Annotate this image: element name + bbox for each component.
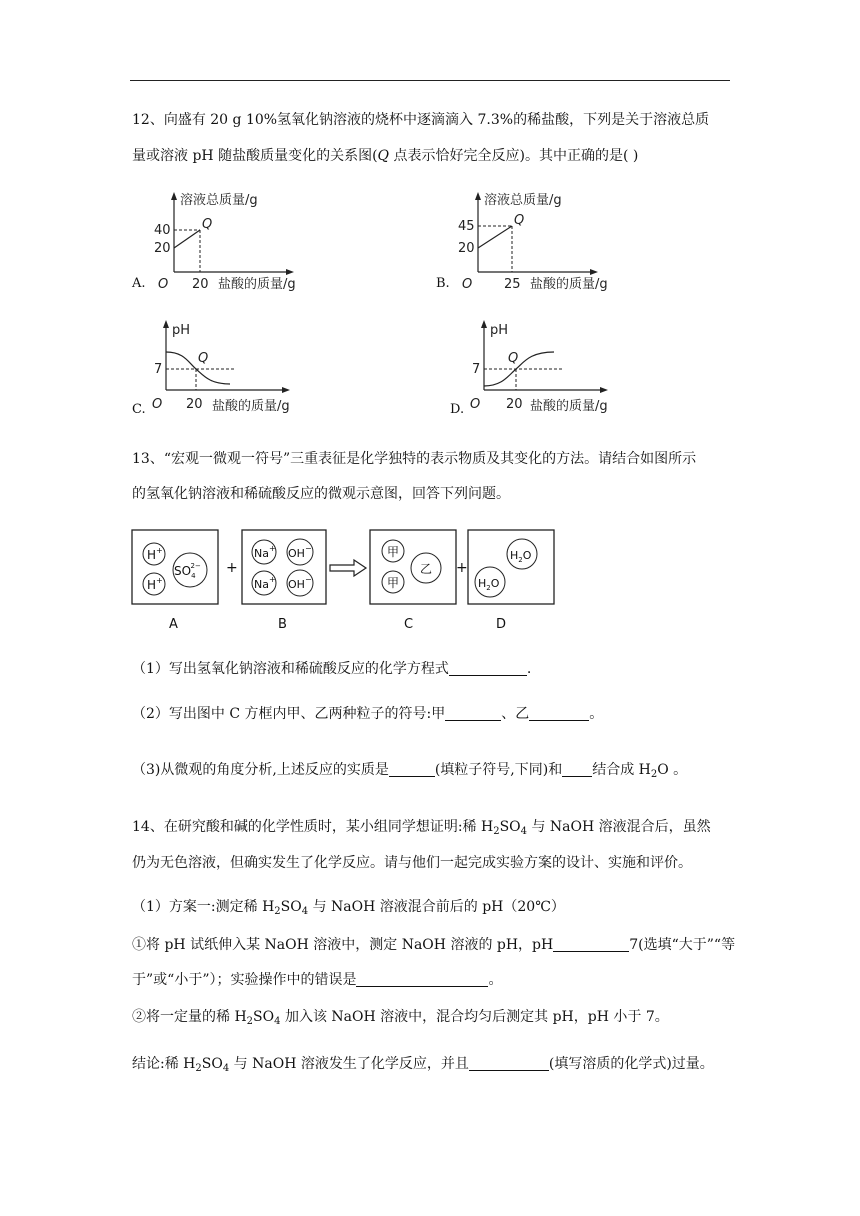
answer-blank-operation-error[interactable] <box>356 972 488 987</box>
graph-a-line <box>174 230 200 248</box>
graph-c-point-q: Q <box>198 351 209 366</box>
particle-oh-ion-1-label: OH− <box>288 544 312 560</box>
box-b-label: B <box>278 617 287 632</box>
answer-blank-equation[interactable] <box>449 661 527 676</box>
graph-b-point-q: Q <box>514 213 525 228</box>
graph-d-origin: O <box>470 397 481 412</box>
graph-a-point-q: Q <box>202 217 213 232</box>
box-a-label: A <box>169 617 178 632</box>
graph-a-y-arrow <box>171 192 177 200</box>
box-d <box>468 530 554 604</box>
q14-stem-line2: 仍为无色溶液，但确实发生了化学反应。请与他们一起完成实验方案的设计、实施和评价。 <box>132 855 692 871</box>
particle-h-ion-2-label: H+ <box>147 576 163 592</box>
q13-stem-line2: 的氢氧化钠溶液和稀硫酸反应的微观示意图，回答下列问题。 <box>132 486 510 502</box>
particle-jia-1-label: 甲 <box>387 545 400 559</box>
answer-blank-particle-2[interactable] <box>562 762 592 777</box>
graph-c-ytick: 7 <box>154 362 163 377</box>
graph-b <box>454 190 624 295</box>
graph-b-ytick-bottom: 20 <box>458 241 475 256</box>
q14-step1-cont: 于”或“小于”）；实验操作中的错误是 。 <box>132 972 503 988</box>
graph-b-origin: O <box>462 277 473 292</box>
box-d-label: D <box>496 617 507 632</box>
plus-sign-1: + <box>226 560 238 576</box>
graph-c-origin: O <box>152 397 163 412</box>
answer-blank-jia[interactable] <box>445 706 501 721</box>
option-a-label: A. <box>132 276 146 291</box>
graph-b-xlabel: 盐酸的质量/g <box>530 277 608 292</box>
particle-sulfate-label: $SO_42-$ <box>174 562 201 580</box>
graph-a-ytick-bottom: 20 <box>154 241 171 256</box>
graph-d-xlabel: 盐酸的质量/g <box>530 399 608 414</box>
graph-a <box>150 190 320 295</box>
box-c-label: C <box>404 617 414 632</box>
graph-d-ylabel: pH <box>490 323 509 338</box>
q12-stem-line2: 量或溶液 pH 随盐酸质量变化的关系图(Q 点表示恰好完全反应)。其中正确的是( ) <box>132 148 639 164</box>
q13-part1: （1）写出氢氧化钠溶液和稀硫酸反应的化学方程式 . <box>132 661 532 677</box>
graph-a-ytick-top: 40 <box>154 223 171 238</box>
graph-a-origin: O <box>158 277 169 292</box>
q13-part3: （3)从微观的角度分析,上述反应的实质是 (填粒子符号,下同)和 结合成 $H_2O$ 。 <box>132 762 688 780</box>
graph-d-ytick: 7 <box>472 362 481 377</box>
graph-d-x-arrow <box>600 387 608 393</box>
box-b <box>242 530 326 604</box>
reaction-diagram <box>130 526 570 634</box>
particle-yi-label: 乙 <box>420 562 433 576</box>
particle-na-ion-1-label: Na+ <box>254 544 276 560</box>
graph-a-ylabel: 溶液总质量/g <box>180 193 258 208</box>
particle-water-1-label: $H_2O$ <box>510 549 532 564</box>
graph-b-line <box>478 226 512 248</box>
graph-a-xtick: 20 <box>192 277 209 292</box>
graph-d-point-q: Q <box>508 351 519 366</box>
option-d-label: D. <box>450 402 465 417</box>
graph-a-x-arrow <box>286 269 294 275</box>
graph-d-xtick: 20 <box>506 397 523 412</box>
graph-c-xlabel: 盐酸的质量/g <box>212 399 290 414</box>
graph-b-x-arrow <box>590 269 598 275</box>
q12-stem-line1: 12、向盛有 20 g 10%氢氧化钠溶液的烧杯中逐滴滴入 7.3%的稀盐酸，下列是关于溶液总质 <box>132 112 710 128</box>
particle-water-2-label: $H_2O$ <box>478 577 500 592</box>
q14-stem-line1: 14、在研究酸和碱的化学性质时，某小组同学想证明:稀 $H_2SO_4$ 与 NaOH 溶液混合后，虽然 <box>132 819 711 837</box>
q14-step2: ②将一定量的稀 $H_2SO_4$ 加入该 NaOH 溶液中，混合均匀后测定其 pH，pH 小于 7。 <box>132 1009 669 1027</box>
answer-blank-excess-solute[interactable] <box>469 1056 549 1071</box>
particle-h-ion-1-label: H+ <box>147 546 163 562</box>
option-b-label: B. <box>436 276 450 291</box>
plus-sign-2: + <box>456 560 468 576</box>
graph-d-y-arrow <box>481 320 487 328</box>
graph-c-y-arrow <box>163 320 169 328</box>
q14-plan1-title: （1）方案一:测定稀 $H_2SO_4$ 与 NaOH 溶液混合前后的 pH（20℃） <box>132 899 565 917</box>
q13-stem-line1: 13、“宏观一微观一符号”三重表征是化学独特的表示物质及其变化的方法。请结合如图所示 <box>132 451 697 467</box>
graph-d <box>468 318 638 423</box>
graph-b-y-arrow <box>475 192 481 200</box>
q13-part2: （2）写出图中 C 方框内甲、乙两种粒子的符号:甲 、乙 。 <box>132 706 604 722</box>
header-rule <box>130 80 730 81</box>
graph-b-ytick-top: 45 <box>458 219 475 234</box>
box-c <box>370 530 456 604</box>
graph-a-xlabel: 盐酸的质量/g <box>218 277 296 292</box>
answer-blank-ph-comparison[interactable] <box>553 937 629 952</box>
q14-conclusion: 结论:稀 $H_2SO_4$ 与 NaOH 溶液发生了化学反应，并且 (填写溶质的化学式)过量。 <box>132 1056 714 1074</box>
graph-c-xtick: 20 <box>186 397 203 412</box>
graph-c-ylabel: pH <box>172 323 191 338</box>
answer-blank-yi[interactable] <box>529 706 589 721</box>
particle-oh-ion-2-label: OH− <box>288 575 312 591</box>
answer-blank-particle-1[interactable] <box>389 762 435 777</box>
graph-b-ylabel: 溶液总质量/g <box>484 193 562 208</box>
reaction-arrow <box>330 560 366 576</box>
graph-c-x-arrow <box>282 387 290 393</box>
graph-c <box>150 318 320 423</box>
particle-jia-2-label: 甲 <box>387 576 400 590</box>
particle-na-ion-2-label: Na+ <box>254 575 276 591</box>
q14-step1: ①将 pH 试纸伸入某 NaOH 溶液中，测定 NaOH 溶液的 pH，pH 7(选填“大于”“等 <box>132 937 736 953</box>
option-c-label: C. <box>132 402 146 417</box>
graph-b-xtick: 25 <box>504 277 521 292</box>
